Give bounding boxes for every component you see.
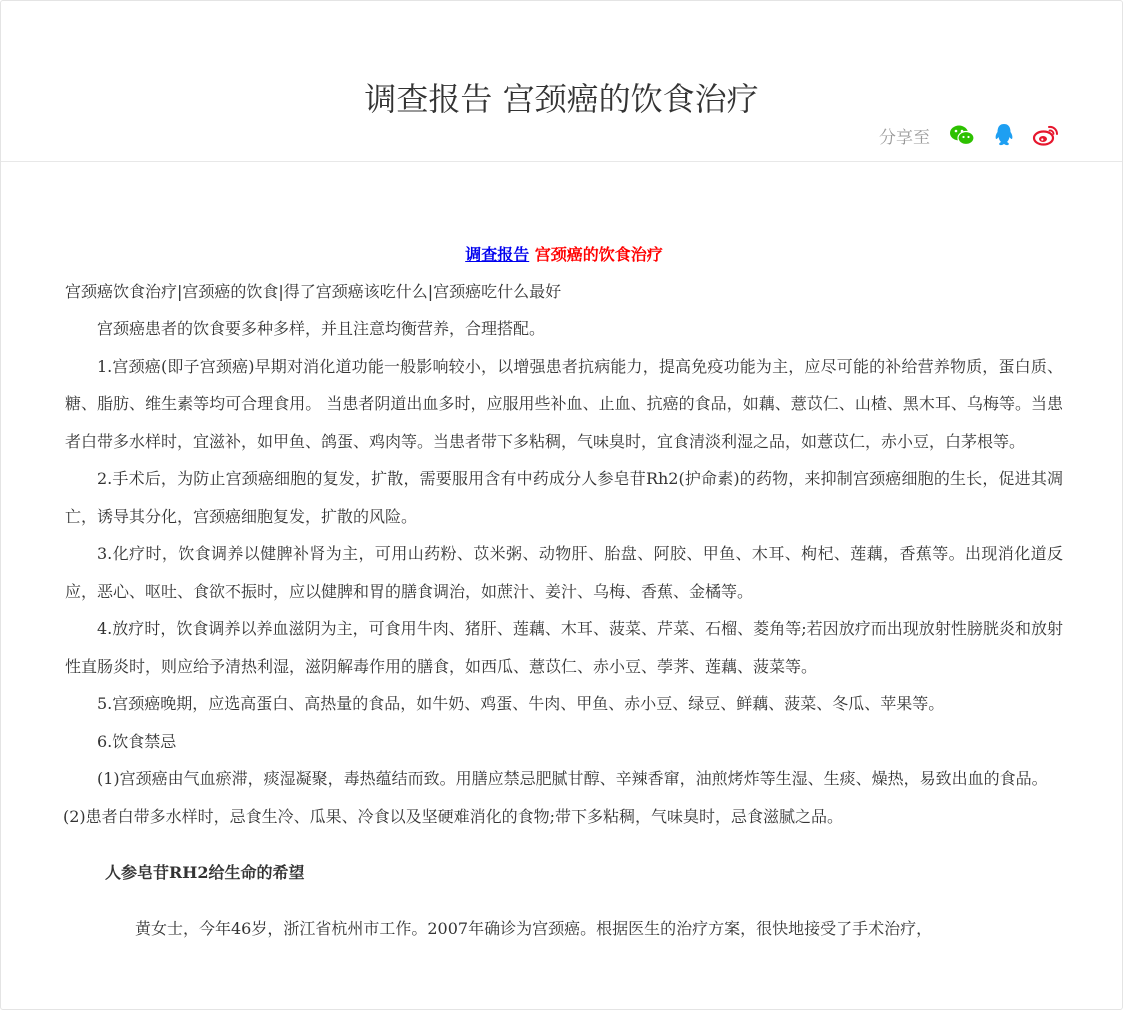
paragraph: (2)患者白带多水样时，忌食生冷、瓜果、冷食以及坚硬难消化的食物;带下多粘稠，气味臭时，忌食滋腻之品。	[63, 806, 844, 826]
wechat-icon[interactable]	[948, 121, 976, 149]
article-title-text: 宫颈癌的饮食治疗	[534, 245, 663, 264]
paragraph: (1)宫颈癌由气血瘀滞，痰湿凝聚，毒热蕴结而致。用膳应禁忌肥腻甘醇、辛辣香窜，油煎烤炸等生湿、生痰、燥热，易致出血的食品。	[97, 769, 1048, 788]
paragraph: 1.宫颈癌(即子宫颈癌)早期对消化道功能一般影响较小，以增强患者抗病能力，提高免疫功能为主，应尽可能的补给营养物质，蛋白质、糖、脂肪、维生素等均可合理食用。 当患者阴道出血多时，应服用些补血、止血、抗癌的食品，如藕、薏苡仁、山楂、黑木耳、乌梅等。当患者白带多水样时，宜滋补，如甲鱼、鸽蛋、鸡肉等。当患者带下多粘稠，气味臭时，宜食清淡利湿之品，如薏苡仁，赤小豆，白茅根等。	[65, 356, 1063, 451]
article-body	[65, 241, 1063, 943]
paragraph: 4.放疗时，饮食调养以养血滋阴为主，可食用牛肉、猪肝、莲藕、木耳、菠菜、芹菜、石榴、菱角等;若因放疗而出现放射性膀胱炎和放射性直肠炎时，则应给予清热利湿，滋阴解毒作用的膳食，如西瓜、薏苡仁、赤小豆、荸荠、莲藕、菠菜等。	[65, 619, 1063, 676]
section-heading: 人参皂苷RH2给生命的希望	[105, 863, 305, 882]
share-label: 分享至	[879, 127, 930, 148]
weibo-icon[interactable]	[1032, 121, 1060, 149]
paragraph: 宫颈癌患者的饮食要多种多样，并且注意均衡营养，合理搭配。	[97, 319, 546, 338]
page-title: 调查报告 宫颈癌的饮食治疗	[364, 80, 759, 119]
article-title-link[interactable]: 调查报告	[465, 245, 530, 264]
paragraph: 黄女士，今年46岁，浙江省杭州市工作。2007年确诊为宫颈癌。根据医生的治疗方案，很快地接受了手术治疗，	[135, 919, 933, 938]
article-tags: 宫颈癌饮食治疗|宫颈癌的饮食|得了宫颈癌该吃什么|宫颈癌吃什么最好	[65, 282, 562, 301]
paragraph: 5.宫颈癌晚期，应选高蛋白、高热量的食品，如牛奶、鸡蛋、牛肉、甲鱼、赤小豆、绿豆、鲜藕、菠菜、冬瓜、苹果等。	[97, 694, 945, 713]
share-bar	[879, 121, 1060, 149]
paragraph: 6.饮食禁忌	[97, 731, 177, 751]
paragraph: 3.化疗时，饮食调养以健脾补肾为主，可用山药粉、苡米粥、动物肝、胎盘、阿胶、甲鱼、木耳、枸杞、莲藕，香蕉等。出现消化道反应，恶心、呕吐、食欲不振时，应以健脾和胃的膳食调治，如蔗汁、姜汁、乌梅、香蕉、金橘等。	[65, 544, 1063, 601]
paragraph: 2.手术后，为防止宫颈癌细胞的复发，扩散，需要服用含有中药成分人参皂苷Rh2(护命素)的药物，来抑制宫颈癌细胞的生长，促进其凋亡，诱导其分化，宫颈癌细胞复发，扩散的风险。	[65, 469, 1063, 526]
qq-icon[interactable]	[990, 121, 1018, 149]
article-title	[65, 241, 1063, 269]
article-header	[1, 1, 1122, 162]
